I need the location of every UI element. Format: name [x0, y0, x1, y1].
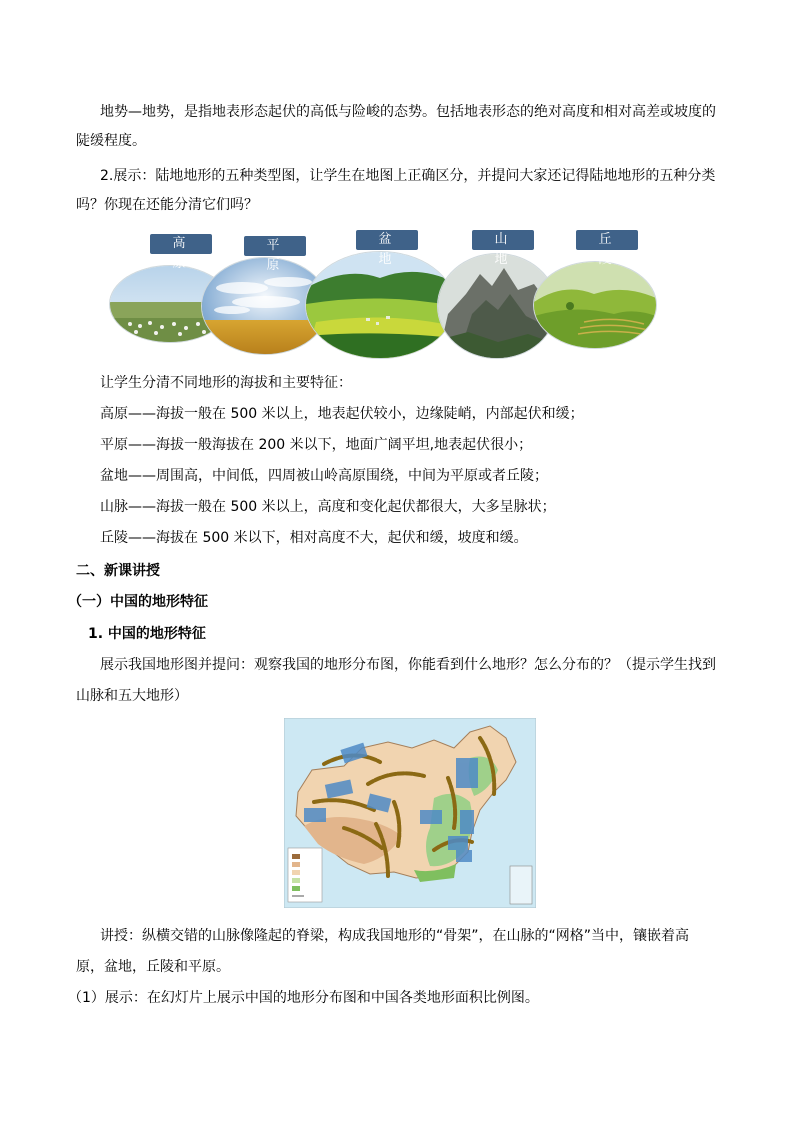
para-lecture-line2: 原，盆地，丘陵和平原。: [76, 959, 230, 975]
landform-types-image: [110, 228, 660, 360]
para-show-line1: 2.展示：陆地地形的五种类型图，让学生在地图上正确区分，并提问大家还记得陆地地形的五种分类: [100, 168, 716, 184]
hills-photo: [534, 262, 656, 348]
china-terrain-map: [284, 718, 536, 908]
section-heading-new-lesson: 二、新课讲授: [76, 563, 160, 579]
feature-mountain-range: 山脉——海拔一般在 500 米以上，高度和变化起伏都很大，大多呈脉状；: [100, 499, 556, 515]
para-slide-show: （1）展示：在幻灯片上展示中国的地形分布图和中国各类地形面积比例图。: [68, 990, 539, 1006]
features-intro: 让学生分清不同地形的海拔和主要特征：: [100, 375, 352, 391]
para-lecture-line1: 讲授：纵横交错的山脉像隆起的脊梁，构成我国地形的“骨架”，在山脉的“网格”当中，镶嵌着高: [100, 928, 690, 944]
tag-mountain: 山 地: [472, 230, 534, 250]
feature-plateau: 高原——海拔一般在 500 米以上，地表起伏较小，边缘陡峭，内部起伏和缓；: [100, 406, 584, 422]
subheading-terrain-features: 1. 中国的地形特征: [88, 626, 206, 642]
para-terrain-line1: 地势—地势，是指地表形态起伏的高低与险峻的态势。包括地表形态的绝对高度和相对高差或坡度的: [100, 104, 716, 120]
feature-plain: 平原——海拔一般海拔在 200 米以下，地面广阔平坦,地表起伏很小；: [100, 437, 533, 453]
feature-basin: 盆地——周围高，中间低，四周被山岭高原围绕，中间为平原或者丘陵；: [100, 468, 548, 484]
para-terrain-line2: 陡缓程度。: [76, 133, 146, 149]
tag-plateau: 高 原: [150, 234, 212, 254]
tag-basin: 盆 地: [356, 230, 418, 250]
para-map-line1: 展示我国地形图并提问：观察我国的地形分布图，你能看到什么地形？怎么分布的？（提示学生找到: [100, 657, 716, 673]
para-show-line2: 吗？你现在还能分清它们吗？: [76, 197, 258, 213]
feature-hills: 丘陵——海拔在 500 米以下，相对高度不大，起伏和缓，坡度和缓。: [100, 530, 528, 546]
tag-hills: 丘 陵: [576, 230, 638, 250]
para-map-line2: 山脉和五大地形）: [76, 688, 188, 704]
subsection-heading: （一）中国的地形特征: [68, 594, 208, 610]
tag-plain: 平 原: [244, 236, 306, 256]
